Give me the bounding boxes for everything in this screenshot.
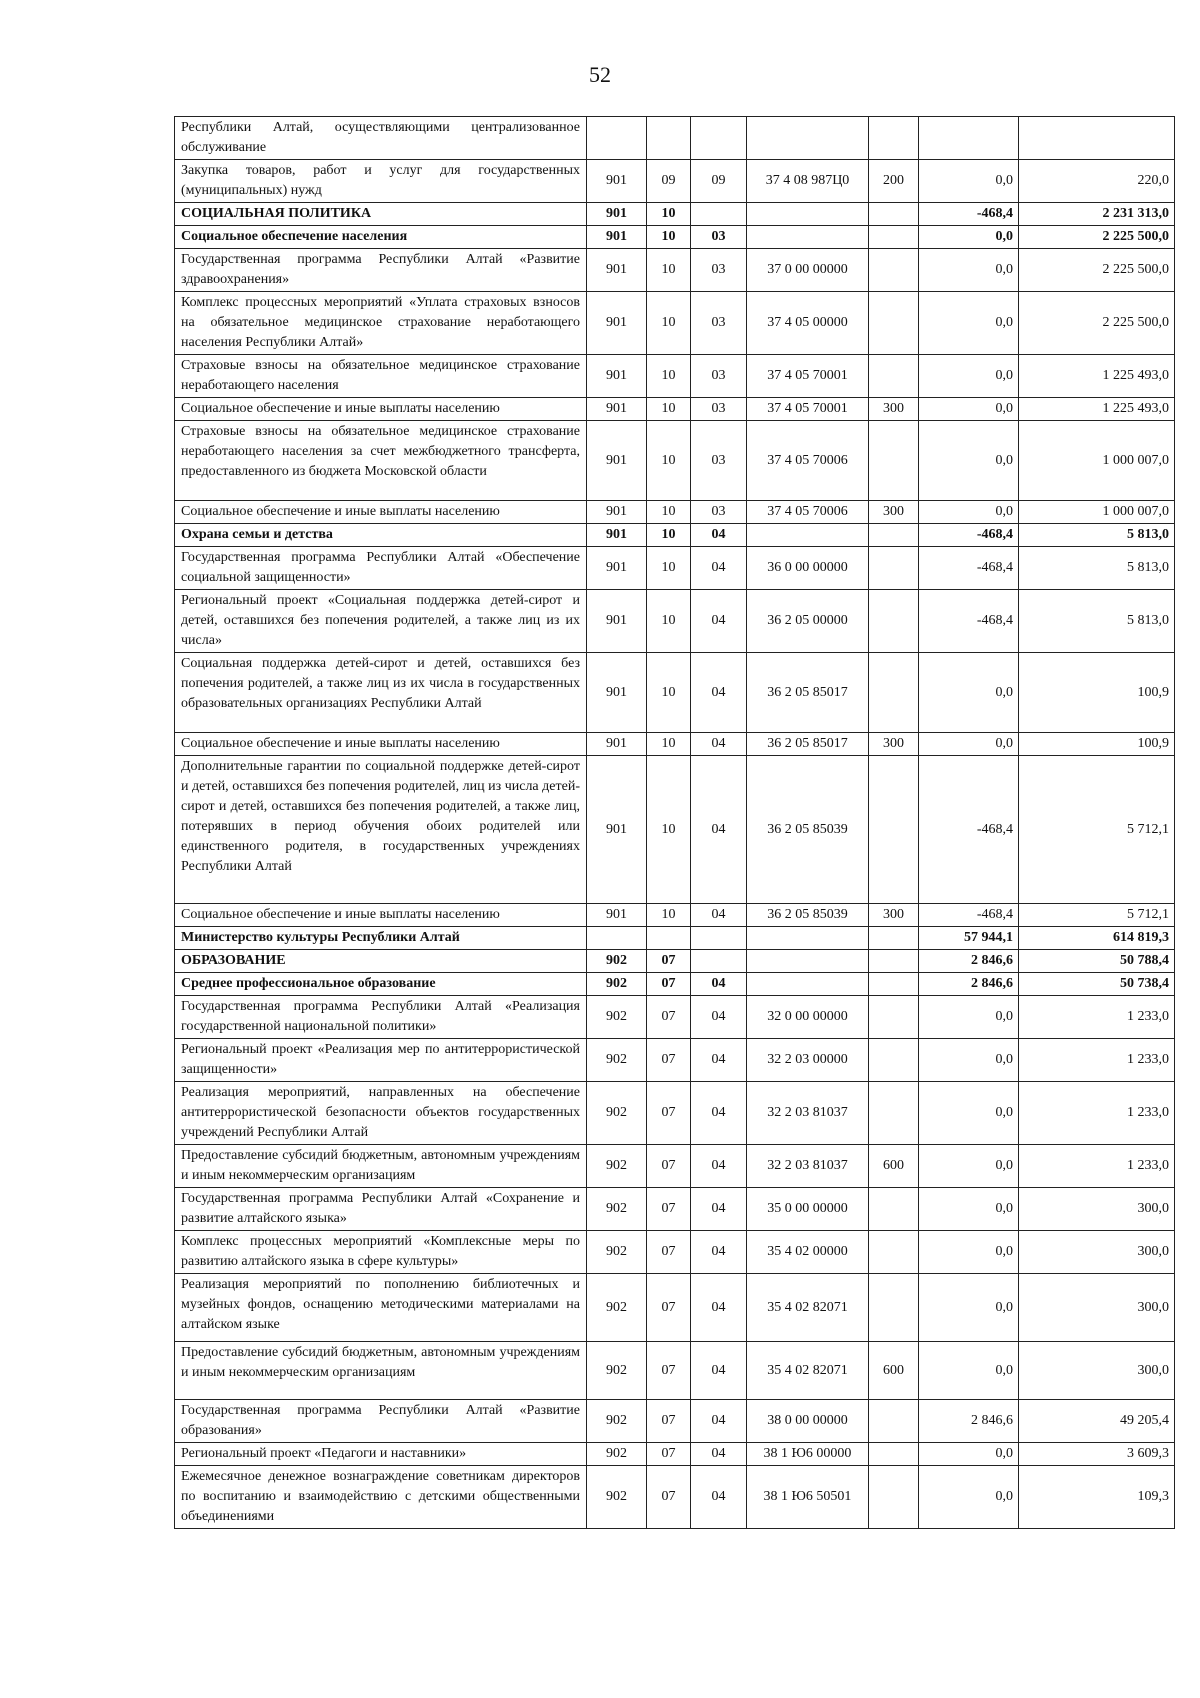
row-change-cell: 0,0 bbox=[919, 996, 1019, 1039]
row-amount-cell: 5 813,0 bbox=[1019, 590, 1175, 653]
row-ved-cell: 901 bbox=[587, 904, 647, 927]
row-csr-cell: 36 2 05 85039 bbox=[747, 756, 869, 904]
row-rz-cell: 10 bbox=[647, 756, 691, 904]
row-rz-cell: 10 bbox=[647, 733, 691, 756]
row-ved-cell: 901 bbox=[587, 203, 647, 226]
row-ved-cell: 901 bbox=[587, 355, 647, 398]
row-pr-cell: 03 bbox=[691, 501, 747, 524]
row-rz-cell: 07 bbox=[647, 1188, 691, 1231]
row-vr-cell: 300 bbox=[869, 398, 919, 421]
row-vr-cell bbox=[869, 1231, 919, 1274]
table-row bbox=[175, 421, 1175, 501]
row-pr-cell bbox=[691, 203, 747, 226]
row-change-cell: 2 846,6 bbox=[919, 973, 1019, 996]
row-rz-cell bbox=[647, 927, 691, 950]
row-pr-cell: 04 bbox=[691, 1342, 747, 1400]
row-vr-cell bbox=[869, 1039, 919, 1082]
table-row bbox=[175, 292, 1175, 355]
row-pr-cell: 04 bbox=[691, 1145, 747, 1188]
row-name-cell: Государственная программа Республики Алтай «Обеспечение социальной защищенности» bbox=[175, 547, 587, 590]
row-change-cell: 2 846,6 bbox=[919, 950, 1019, 973]
row-vr-cell bbox=[869, 1188, 919, 1231]
row-ved-cell: 901 bbox=[587, 160, 647, 203]
row-ved-cell: 902 bbox=[587, 1274, 647, 1342]
row-vr-cell: 300 bbox=[869, 904, 919, 927]
row-rz-cell: 10 bbox=[647, 501, 691, 524]
row-rz-cell: 07 bbox=[647, 950, 691, 973]
row-change-cell: 0,0 bbox=[919, 1231, 1019, 1274]
row-pr-cell: 04 bbox=[691, 524, 747, 547]
row-amount-cell: 2 225 500,0 bbox=[1019, 226, 1175, 249]
row-amount-cell: 1 000 007,0 bbox=[1019, 501, 1175, 524]
row-vr-cell bbox=[869, 927, 919, 950]
row-amount-cell: 109,3 bbox=[1019, 1466, 1175, 1529]
row-name-cell: Государственная программа Республики Алтай «Развитие образования» bbox=[175, 1400, 587, 1443]
table-row bbox=[175, 398, 1175, 421]
row-change-cell: 0,0 bbox=[919, 501, 1019, 524]
table-row bbox=[175, 1466, 1175, 1529]
row-vr-cell bbox=[869, 1443, 919, 1466]
row-change-cell: 0,0 bbox=[919, 1443, 1019, 1466]
row-rz-cell: 10 bbox=[647, 653, 691, 733]
table-row bbox=[175, 1145, 1175, 1188]
row-ved-cell: 901 bbox=[587, 756, 647, 904]
row-amount-cell: 2 231 313,0 bbox=[1019, 203, 1175, 226]
row-name-cell: Региональный проект «Социальная поддержка детей-сирот и детей, оставшихся без попечения родителей, а также лиц из их числа» bbox=[175, 590, 587, 653]
table-row bbox=[175, 756, 1175, 904]
row-amount-cell: 300,0 bbox=[1019, 1188, 1175, 1231]
row-csr-cell: 37 4 05 00000 bbox=[747, 292, 869, 355]
row-amount-cell: 50 738,4 bbox=[1019, 973, 1175, 996]
row-rz-cell: 10 bbox=[647, 904, 691, 927]
row-vr-cell bbox=[869, 355, 919, 398]
row-amount-cell: 5 712,1 bbox=[1019, 756, 1175, 904]
row-ved-cell bbox=[587, 927, 647, 950]
row-pr-cell: 04 bbox=[691, 653, 747, 733]
row-change-cell: 0,0 bbox=[919, 1082, 1019, 1145]
row-amount-cell: 5 712,1 bbox=[1019, 904, 1175, 927]
table-row bbox=[175, 203, 1175, 226]
row-ved-cell: 902 bbox=[587, 950, 647, 973]
row-name-cell: Дополнительные гарантии по социальной поддержке детей-сирот и детей, оставшихся без попечения родителей, лиц из числа детей-сирот и детей, оставшихся без попечения родителей, а также лиц, потерявших в период обучения обоих родителей или единственного родителя, в государственных учреждениях Республики Алтай bbox=[175, 756, 587, 904]
page-number: 52 bbox=[589, 62, 611, 87]
row-ved-cell: 901 bbox=[587, 590, 647, 653]
row-amount-cell: 5 813,0 bbox=[1019, 547, 1175, 590]
row-pr-cell: 04 bbox=[691, 1400, 747, 1443]
row-ved-cell: 902 bbox=[587, 1188, 647, 1231]
row-vr-cell bbox=[869, 421, 919, 501]
row-amount-cell: 1 233,0 bbox=[1019, 996, 1175, 1039]
row-ved-cell: 901 bbox=[587, 733, 647, 756]
row-amount-cell: 5 813,0 bbox=[1019, 524, 1175, 547]
row-amount-cell: 300,0 bbox=[1019, 1274, 1175, 1342]
row-pr-cell bbox=[691, 927, 747, 950]
row-change-cell: 0,0 bbox=[919, 1274, 1019, 1342]
table-row bbox=[175, 733, 1175, 756]
row-amount-cell: 1 233,0 bbox=[1019, 1039, 1175, 1082]
row-name-cell: Страховые взносы на обязательное медицинское страхование неработающего населения bbox=[175, 355, 587, 398]
row-name-cell: Предоставление субсидий бюджетным, автономным учреждениям и иным некоммерческим организациям bbox=[175, 1145, 587, 1188]
row-name-cell: Государственная программа Республики Алтай «Реализация государственной национальной политики» bbox=[175, 996, 587, 1039]
row-vr-cell: 600 bbox=[869, 1342, 919, 1400]
row-csr-cell: 32 0 00 00000 bbox=[747, 996, 869, 1039]
table-row bbox=[175, 950, 1175, 973]
row-csr-cell: 36 2 05 85017 bbox=[747, 653, 869, 733]
table-body bbox=[175, 117, 1175, 1529]
row-rz-cell: 07 bbox=[647, 1342, 691, 1400]
row-amount-cell: 2 225 500,0 bbox=[1019, 249, 1175, 292]
row-rz-cell: 10 bbox=[647, 547, 691, 590]
row-csr-cell: 38 1 Ю6 00000 bbox=[747, 1443, 869, 1466]
row-pr-cell: 04 bbox=[691, 904, 747, 927]
row-amount-cell: 1 000 007,0 bbox=[1019, 421, 1175, 501]
row-rz-cell: 07 bbox=[647, 1443, 691, 1466]
row-amount-cell: 50 788,4 bbox=[1019, 950, 1175, 973]
table-row bbox=[175, 117, 1175, 160]
row-amount-cell: 3 609,3 bbox=[1019, 1443, 1175, 1466]
row-vr-cell bbox=[869, 590, 919, 653]
row-change-cell bbox=[919, 117, 1019, 160]
row-change-cell: 57 944,1 bbox=[919, 927, 1019, 950]
row-name-cell: Государственная программа Республики Алтай «Сохранение и развитие алтайского языка» bbox=[175, 1188, 587, 1231]
row-ved-cell: 901 bbox=[587, 421, 647, 501]
table-row bbox=[175, 1231, 1175, 1274]
row-csr-cell bbox=[747, 226, 869, 249]
row-rz-cell: 07 bbox=[647, 996, 691, 1039]
row-rz-cell: 10 bbox=[647, 398, 691, 421]
row-name-cell: Комплекс процессных мероприятий «Уплата страховых взносов на обязательное медицинское страхование неработающего населения Республики Алтай» bbox=[175, 292, 587, 355]
row-ved-cell: 902 bbox=[587, 1231, 647, 1274]
row-rz-cell bbox=[647, 117, 691, 160]
row-pr-cell: 04 bbox=[691, 1039, 747, 1082]
row-name-cell: Страховые взносы на обязательное медицинское страхование неработающего населения за счет межбюджетного трансферта, предоставленного из бюджета Московской области bbox=[175, 421, 587, 501]
row-rz-cell: 07 bbox=[647, 1039, 691, 1082]
table-row bbox=[175, 226, 1175, 249]
row-name-cell: Социальное обеспечение и иные выплаты населению bbox=[175, 904, 587, 927]
row-vr-cell bbox=[869, 756, 919, 904]
row-amount-cell: 300,0 bbox=[1019, 1231, 1175, 1274]
row-vr-cell bbox=[869, 226, 919, 249]
row-amount-cell: 100,9 bbox=[1019, 653, 1175, 733]
table-row bbox=[175, 927, 1175, 950]
table-row bbox=[175, 501, 1175, 524]
row-ved-cell: 901 bbox=[587, 524, 647, 547]
row-vr-cell: 300 bbox=[869, 501, 919, 524]
table-row bbox=[175, 1188, 1175, 1231]
row-change-cell: 0,0 bbox=[919, 226, 1019, 249]
row-csr-cell: 37 4 05 70001 bbox=[747, 398, 869, 421]
row-vr-cell bbox=[869, 973, 919, 996]
table-row bbox=[175, 1342, 1175, 1400]
row-rz-cell: 07 bbox=[647, 973, 691, 996]
row-name-cell: Предоставление субсидий бюджетным, автономным учреждениям и иным некоммерческим организациям bbox=[175, 1342, 587, 1400]
row-change-cell: 0,0 bbox=[919, 733, 1019, 756]
row-rz-cell: 07 bbox=[647, 1466, 691, 1529]
row-csr-cell: 38 0 00 00000 bbox=[747, 1400, 869, 1443]
row-ved-cell: 902 bbox=[587, 1443, 647, 1466]
row-pr-cell: 03 bbox=[691, 355, 747, 398]
row-name-cell: Социальное обеспечение и иные выплаты населению bbox=[175, 733, 587, 756]
row-name-cell: Государственная программа Республики Алтай «Развитие здравоохранения» bbox=[175, 249, 587, 292]
row-csr-cell: 35 0 00 00000 bbox=[747, 1188, 869, 1231]
row-change-cell: -468,4 bbox=[919, 904, 1019, 927]
row-change-cell: 0,0 bbox=[919, 1145, 1019, 1188]
row-name-cell: Социальная поддержка детей-сирот и детей, оставшихся без попечения родителей, а также лиц из их числа в государственных образовательных организациях Республики Алтай bbox=[175, 653, 587, 733]
row-pr-cell: 03 bbox=[691, 421, 747, 501]
row-csr-cell: 35 4 02 82071 bbox=[747, 1274, 869, 1342]
table-row bbox=[175, 524, 1175, 547]
row-change-cell: -468,4 bbox=[919, 547, 1019, 590]
row-name-cell: Министерство культуры Республики Алтай bbox=[175, 927, 587, 950]
row-amount-cell: 1 233,0 bbox=[1019, 1082, 1175, 1145]
row-amount-cell: 2 225 500,0 bbox=[1019, 292, 1175, 355]
row-vr-cell bbox=[869, 1400, 919, 1443]
row-pr-cell: 03 bbox=[691, 292, 747, 355]
row-ved-cell: 902 bbox=[587, 996, 647, 1039]
row-name-cell: Региональный проект «Педагоги и наставники» bbox=[175, 1443, 587, 1466]
table-row bbox=[175, 1400, 1175, 1443]
row-amount-cell: 1 233,0 bbox=[1019, 1145, 1175, 1188]
row-rz-cell: 10 bbox=[647, 421, 691, 501]
row-csr-cell: 32 2 03 81037 bbox=[747, 1082, 869, 1145]
row-vr-cell bbox=[869, 950, 919, 973]
row-csr-cell: 35 4 02 00000 bbox=[747, 1231, 869, 1274]
row-csr-cell: 36 2 05 00000 bbox=[747, 590, 869, 653]
row-csr-cell bbox=[747, 117, 869, 160]
row-change-cell: 0,0 bbox=[919, 249, 1019, 292]
row-rz-cell: 10 bbox=[647, 249, 691, 292]
row-ved-cell: 901 bbox=[587, 292, 647, 355]
row-ved-cell: 902 bbox=[587, 1466, 647, 1529]
row-name-cell: Охрана семьи и детства bbox=[175, 524, 587, 547]
table-row bbox=[175, 653, 1175, 733]
table-row bbox=[175, 590, 1175, 653]
row-pr-cell: 04 bbox=[691, 1082, 747, 1145]
row-vr-cell bbox=[869, 1274, 919, 1342]
row-ved-cell: 902 bbox=[587, 973, 647, 996]
row-change-cell: 0,0 bbox=[919, 292, 1019, 355]
table-row bbox=[175, 973, 1175, 996]
row-change-cell: -468,4 bbox=[919, 524, 1019, 547]
row-ved-cell: 902 bbox=[587, 1400, 647, 1443]
row-change-cell: 2 846,6 bbox=[919, 1400, 1019, 1443]
row-change-cell: 0,0 bbox=[919, 653, 1019, 733]
row-rz-cell: 07 bbox=[647, 1231, 691, 1274]
table-row bbox=[175, 1039, 1175, 1082]
row-change-cell: 0,0 bbox=[919, 1466, 1019, 1529]
row-amount-cell: 100,9 bbox=[1019, 733, 1175, 756]
row-rz-cell: 07 bbox=[647, 1400, 691, 1443]
row-change-cell: 0,0 bbox=[919, 421, 1019, 501]
row-ved-cell: 901 bbox=[587, 501, 647, 524]
row-vr-cell bbox=[869, 117, 919, 160]
row-name-cell: Республики Алтай, осуществляющими централизованное обслуживание bbox=[175, 117, 587, 160]
row-vr-cell: 200 bbox=[869, 160, 919, 203]
row-pr-cell: 04 bbox=[691, 547, 747, 590]
row-change-cell: 0,0 bbox=[919, 1188, 1019, 1231]
table-row bbox=[175, 1274, 1175, 1342]
table-row bbox=[175, 1082, 1175, 1145]
row-change-cell: -468,4 bbox=[919, 590, 1019, 653]
table-row bbox=[175, 996, 1175, 1039]
row-vr-cell bbox=[869, 1082, 919, 1145]
row-rz-cell: 09 bbox=[647, 160, 691, 203]
row-vr-cell: 600 bbox=[869, 1145, 919, 1188]
row-change-cell: 0,0 bbox=[919, 160, 1019, 203]
row-csr-cell: 37 0 00 00000 bbox=[747, 249, 869, 292]
row-pr-cell: 04 bbox=[691, 733, 747, 756]
row-csr-cell: 36 2 05 85039 bbox=[747, 904, 869, 927]
row-ved-cell: 902 bbox=[587, 1082, 647, 1145]
row-vr-cell bbox=[869, 1466, 919, 1529]
row-csr-cell: 36 0 00 00000 bbox=[747, 547, 869, 590]
row-amount-cell: 1 225 493,0 bbox=[1019, 398, 1175, 421]
row-vr-cell: 300 bbox=[869, 733, 919, 756]
row-ved-cell: 901 bbox=[587, 249, 647, 292]
row-name-cell: Реализация мероприятий по пополнению библиотечных и музейных фондов, оснащению методическими материалами на алтайском языке bbox=[175, 1274, 587, 1342]
row-amount-cell bbox=[1019, 117, 1175, 160]
row-csr-cell bbox=[747, 927, 869, 950]
row-pr-cell: 04 bbox=[691, 973, 747, 996]
table-row bbox=[175, 249, 1175, 292]
row-pr-cell: 04 bbox=[691, 756, 747, 904]
row-pr-cell: 04 bbox=[691, 1443, 747, 1466]
row-pr-cell: 04 bbox=[691, 590, 747, 653]
row-csr-cell: 37 4 05 70006 bbox=[747, 501, 869, 524]
row-csr-cell bbox=[747, 973, 869, 996]
row-pr-cell: 03 bbox=[691, 249, 747, 292]
row-name-cell: Социальное обеспечение населения bbox=[175, 226, 587, 249]
row-vr-cell bbox=[869, 249, 919, 292]
row-rz-cell: 07 bbox=[647, 1082, 691, 1145]
row-rz-cell: 10 bbox=[647, 203, 691, 226]
row-ved-cell: 902 bbox=[587, 1039, 647, 1082]
row-pr-cell: 04 bbox=[691, 996, 747, 1039]
row-name-cell: Социальное обеспечение и иные выплаты населению bbox=[175, 501, 587, 524]
row-name-cell: Ежемесячное денежное вознаграждение советникам директоров по воспитанию и взаимодействию с детскими общественными объединениями bbox=[175, 1466, 587, 1529]
row-name-cell: СОЦИАЛЬНАЯ ПОЛИТИКА bbox=[175, 203, 587, 226]
row-csr-cell: 32 2 03 81037 bbox=[747, 1145, 869, 1188]
row-name-cell: Реализация мероприятий, направленных на обеспечение антитеррористической безопасности объектов государственных учреждений Республики Алтай bbox=[175, 1082, 587, 1145]
row-csr-cell: 35 4 02 82071 bbox=[747, 1342, 869, 1400]
row-csr-cell: 37 4 05 70001 bbox=[747, 355, 869, 398]
row-rz-cell: 10 bbox=[647, 524, 691, 547]
row-pr-cell: 09 bbox=[691, 160, 747, 203]
row-vr-cell bbox=[869, 653, 919, 733]
table-row bbox=[175, 904, 1175, 927]
row-vr-cell bbox=[869, 203, 919, 226]
row-change-cell: 0,0 bbox=[919, 398, 1019, 421]
row-change-cell: -468,4 bbox=[919, 203, 1019, 226]
row-csr-cell: 36 2 05 85017 bbox=[747, 733, 869, 756]
row-csr-cell bbox=[747, 203, 869, 226]
row-rz-cell: 10 bbox=[647, 292, 691, 355]
row-name-cell: Закупка товаров, работ и услуг для государственных (муниципальных) нужд bbox=[175, 160, 587, 203]
row-vr-cell bbox=[869, 996, 919, 1039]
table-row bbox=[175, 355, 1175, 398]
row-csr-cell: 38 1 Ю6 50501 bbox=[747, 1466, 869, 1529]
row-rz-cell: 10 bbox=[647, 590, 691, 653]
row-pr-cell bbox=[691, 117, 747, 160]
row-pr-cell: 03 bbox=[691, 226, 747, 249]
row-name-cell: Региональный проект «Реализация мер по антитеррористической защищенности» bbox=[175, 1039, 587, 1082]
row-name-cell: ОБРАЗОВАНИЕ bbox=[175, 950, 587, 973]
row-csr-cell bbox=[747, 524, 869, 547]
row-pr-cell: 04 bbox=[691, 1466, 747, 1529]
row-ved-cell: 902 bbox=[587, 1145, 647, 1188]
row-ved-cell: 901 bbox=[587, 398, 647, 421]
table-row bbox=[175, 1443, 1175, 1466]
row-change-cell: 0,0 bbox=[919, 1039, 1019, 1082]
budget-table bbox=[174, 116, 1175, 1529]
row-change-cell: 0,0 bbox=[919, 1342, 1019, 1400]
row-ved-cell: 901 bbox=[587, 653, 647, 733]
table-row bbox=[175, 160, 1175, 203]
row-amount-cell: 1 225 493,0 bbox=[1019, 355, 1175, 398]
row-amount-cell: 614 819,3 bbox=[1019, 927, 1175, 950]
row-name-cell: Комплекс процессных мероприятий «Комплексные меры по развитию алтайского языка в сфере культуры» bbox=[175, 1231, 587, 1274]
row-amount-cell: 300,0 bbox=[1019, 1342, 1175, 1400]
row-csr-cell bbox=[747, 950, 869, 973]
row-vr-cell bbox=[869, 524, 919, 547]
row-rz-cell: 07 bbox=[647, 1145, 691, 1188]
table-row bbox=[175, 547, 1175, 590]
row-csr-cell: 37 4 05 70006 bbox=[747, 421, 869, 501]
row-csr-cell: 37 4 08 987Ц0 bbox=[747, 160, 869, 203]
row-ved-cell: 901 bbox=[587, 547, 647, 590]
row-rz-cell: 10 bbox=[647, 226, 691, 249]
row-pr-cell: 04 bbox=[691, 1274, 747, 1342]
row-amount-cell: 49 205,4 bbox=[1019, 1400, 1175, 1443]
row-name-cell: Социальное обеспечение и иные выплаты населению bbox=[175, 398, 587, 421]
row-ved-cell: 901 bbox=[587, 226, 647, 249]
row-ved-cell: 902 bbox=[587, 1342, 647, 1400]
row-pr-cell: 04 bbox=[691, 1231, 747, 1274]
row-pr-cell: 03 bbox=[691, 398, 747, 421]
row-vr-cell bbox=[869, 547, 919, 590]
row-change-cell: -468,4 bbox=[919, 756, 1019, 904]
row-pr-cell bbox=[691, 950, 747, 973]
row-pr-cell: 04 bbox=[691, 1188, 747, 1231]
row-vr-cell bbox=[869, 292, 919, 355]
row-csr-cell: 32 2 03 00000 bbox=[747, 1039, 869, 1082]
row-name-cell: Среднее профессиональное образование bbox=[175, 973, 587, 996]
row-rz-cell: 10 bbox=[647, 355, 691, 398]
row-amount-cell: 220,0 bbox=[1019, 160, 1175, 203]
row-rz-cell: 07 bbox=[647, 1274, 691, 1342]
row-change-cell: 0,0 bbox=[919, 355, 1019, 398]
row-ved-cell bbox=[587, 117, 647, 160]
